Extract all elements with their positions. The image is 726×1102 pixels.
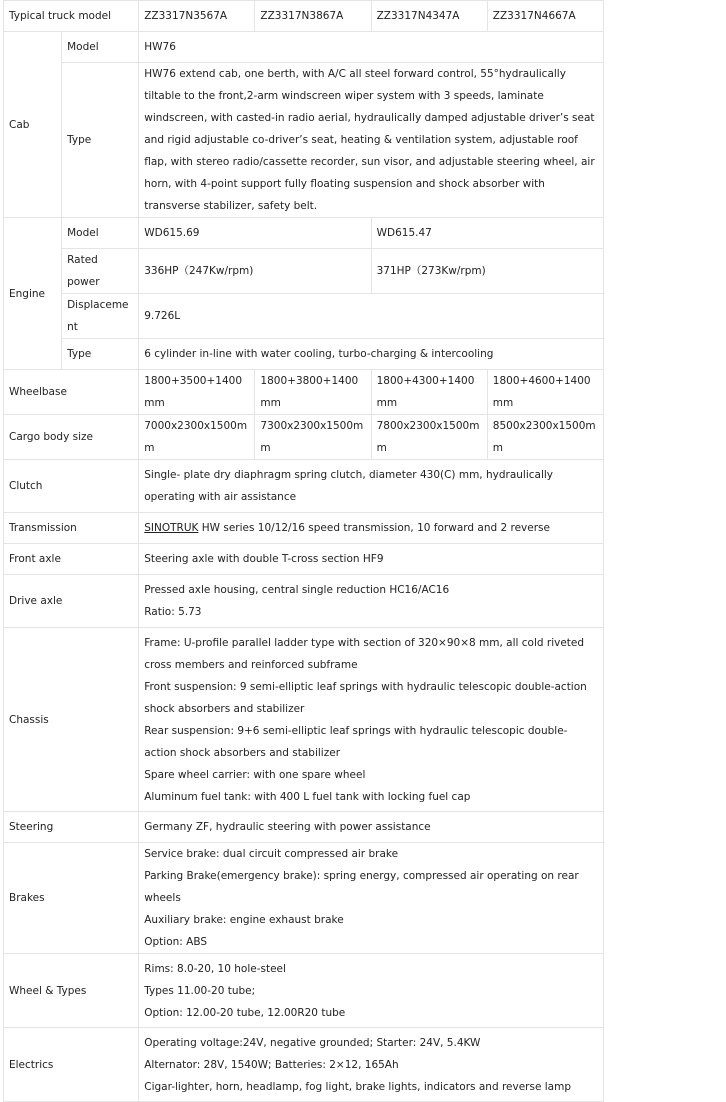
table-row [4, 628, 604, 812]
model-1: ZZ3317N3567A [139, 1, 255, 32]
drive-axle-line: Pressed axle housing, central single reduction HC16/AC16 [144, 584, 450, 596]
transmission-value [139, 513, 604, 544]
table-row [4, 1, 604, 32]
front-axle-value: Steering axle with double T-cross section HF9 [139, 544, 604, 575]
brakes-line: Parking Brake(emergency brake): spring energy, compressed air operating on rear wheels [144, 870, 579, 904]
sinotruk-link[interactable]: SINOTRUK [144, 522, 199, 534]
cargo-label: Cargo body size [4, 415, 139, 460]
wheelbase-4: 1800+4600+1400mm [487, 370, 603, 415]
header-label: Typical truck model [4, 1, 139, 32]
cargo-3: 7800x2300x1500mm [371, 415, 487, 460]
cargo-4: 8500x2300x1500mm [487, 415, 603, 460]
engine-label: Engine [4, 218, 62, 370]
chassis-line: Spare wheel carrier: with one spare wheel [144, 768, 366, 781]
cab-model-label: Model [62, 32, 139, 63]
table-row [4, 812, 604, 843]
engine-displacement-value: 9.726L [139, 294, 604, 339]
transmission-label: Transmission [4, 513, 139, 544]
table-row [4, 294, 604, 339]
electrics-line: Alternator: 28V, 1540W; Batteries: 2×12, 165Ah [144, 1058, 399, 1071]
cab-label: Cab [4, 32, 62, 218]
engine-power-2: 371HP（273Kw/rpm) [371, 249, 603, 294]
chassis-line: Front suspension: 9 semi-elliptic leaf springs with hydraulic telescopic double-action shock absorbers and stabilizer [144, 680, 587, 715]
wheels-value [139, 954, 604, 1028]
cab-type-label: Type [62, 63, 139, 218]
transmission-text: HW series 10/12/16 speed transmission, 10 forward and 2 reverse [198, 522, 550, 534]
table-row [4, 339, 604, 370]
cab-model-value: HW76 [139, 32, 604, 63]
drive-axle-value [139, 575, 604, 628]
table-row [4, 954, 604, 1028]
wheels-label: Wheel & Types [4, 954, 139, 1028]
table-row [4, 1028, 604, 1102]
table-row [4, 843, 604, 954]
wheels-line: Types 11.00-20 tube; [144, 984, 256, 997]
wheelbase-3: 1800+4300+1400mm [371, 370, 487, 415]
brakes-value [139, 843, 604, 954]
engine-model-1: WD615.69 [139, 218, 371, 249]
drive-axle-label: Drive axle [4, 575, 139, 628]
table-row [4, 460, 604, 513]
model-2: ZZ3317N3867A [255, 1, 371, 32]
engine-type-value: 6 cylinder in-line with water cooling, turbo-charging & intercooling [139, 339, 604, 370]
wheelbase-2: 1800+3800+1400mm [255, 370, 371, 415]
wheelbase-1: 1800+3500+1400mm [139, 370, 255, 415]
table-row [4, 415, 604, 460]
cab-type-value: HW76 extend cab, one berth, with A/C all steel forward control, 55°hydraulically tiltable to the front,2-arm windscreen wiper system with 3 speeds, laminate windscreen, with casted-in radio aerial, hydraulically damped adjustable driver’s seat and rigid adjustable co-driver’s seat, heating & ventilation system, adjustable roof flap, with stereo radio/cassette recorder, sun visor, and adjustable steering wheel, air horn, with 4-point support fully floating suspension and shock absorber with transverse stabilizer, safety belt. [139, 63, 604, 218]
cargo-2: 7300x2300x1500mm [255, 415, 371, 460]
clutch-label: Clutch [4, 460, 139, 513]
wheels-line: Option: 12.00-20 tube, 12.00R20 tube [144, 1006, 346, 1019]
table-row [4, 370, 604, 415]
engine-model-label: Model [62, 218, 139, 249]
brakes-line: Service brake: dual circuit compressed air brake [144, 848, 399, 860]
drive-axle-line: Ratio: 5.73 [144, 606, 202, 618]
table-row [4, 513, 604, 544]
wheelbase-label: Wheelbase [4, 370, 139, 415]
truck-spec-table [3, 0, 604, 1102]
electrics-label: Electrics [4, 1028, 139, 1102]
electrics-line: Operating voltage:24V, negative grounded; Starter: 24V, 5.4KW [144, 1036, 481, 1049]
table-row [4, 218, 604, 249]
front-axle-label: Front axle [4, 544, 139, 575]
chassis-line: Rear suspension: 9+6 semi-elliptic leaf springs with hydraulic telescopic double-action shock absorbers and stabilizer [144, 724, 568, 759]
engine-type-label: Type [62, 339, 139, 370]
chassis-label: Chassis [4, 628, 139, 812]
engine-displacement-label: Displacement [62, 294, 139, 339]
chassis-line: Frame: U-profile parallel ladder type with section of 320×90×8 mm, all cold riveted cross members and reinforced subframe [144, 636, 585, 671]
table-row [4, 63, 604, 218]
clutch-value: Single- plate dry diaphragm spring clutch, diameter 430(C) mm, hydraulically operating with air assistance [139, 460, 604, 513]
cargo-1: 7000x2300x1500mm [139, 415, 255, 460]
model-3: ZZ3317N4347A [371, 1, 487, 32]
table-row [4, 249, 604, 294]
electrics-value [139, 1028, 604, 1102]
brakes-line: Option: ABS [144, 936, 208, 948]
brakes-label: Brakes [4, 843, 139, 954]
brakes-line: Auxiliary brake: engine exhaust brake [144, 914, 344, 926]
wheels-line: Rims: 8.0-20, 10 hole-steel [144, 962, 286, 975]
steering-label: Steering [4, 812, 139, 843]
table-row [4, 575, 604, 628]
chassis-value [139, 628, 604, 812]
engine-power-label: Rated power [62, 249, 139, 294]
table-row [4, 544, 604, 575]
steering-value: Germany ZF, hydraulic steering with power assistance [139, 812, 604, 843]
chassis-line: Aluminum fuel tank: with 400 L fuel tank with locking fuel cap [144, 790, 471, 803]
electrics-line: Cigar-lighter, horn, headlamp, fog light, brake lights, indicators and reverse lamp [144, 1080, 571, 1093]
engine-model-2: WD615.47 [371, 218, 603, 249]
engine-power-1: 336HP（247Kw/rpm) [139, 249, 371, 294]
table-row [4, 32, 604, 63]
model-4: ZZ3317N4667A [487, 1, 603, 32]
